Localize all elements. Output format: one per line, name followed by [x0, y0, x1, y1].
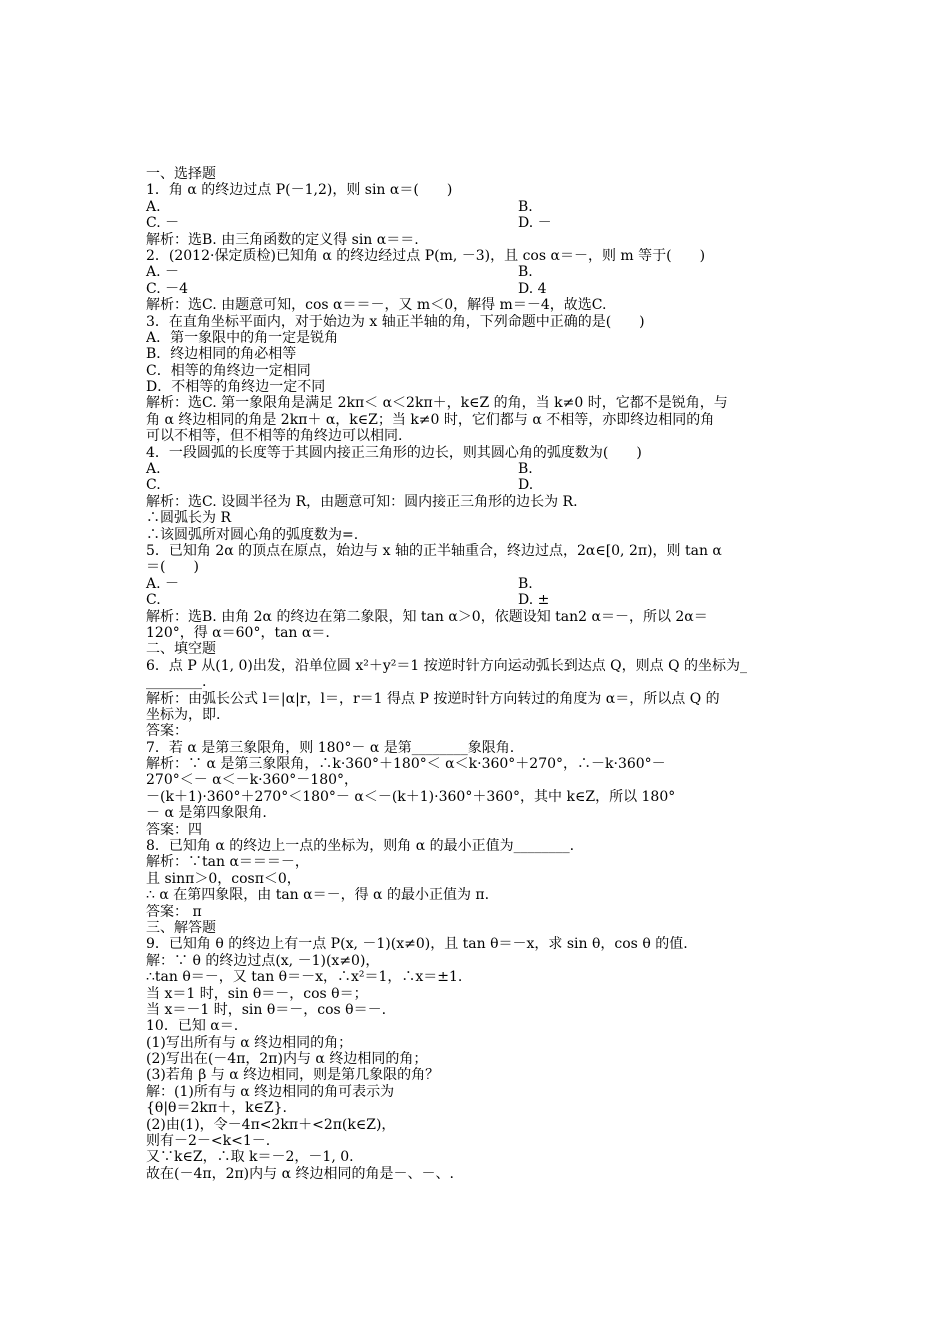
text-line: 7．若 α 是第三象限角，则 180°－ α 是第________象限角.: [146, 739, 515, 756]
option-right: D. 4: [518, 280, 547, 297]
document-body: [146, 166, 818, 1182]
text-line: C．相等的角终边一定相同: [146, 362, 311, 379]
text-line: 2．(2012·保定质检)已知角 α 的终边经过点 P(m, －3)，且 cos α＝－，则 m 等于( ): [146, 247, 706, 264]
text-line: 当 x＝1 时，sin θ＝－，cos θ＝；: [146, 985, 368, 1002]
option-left: A. －: [146, 575, 180, 592]
option-left: C. －: [146, 215, 180, 232]
text-line: ∴ α 在第四象限，由 tan α＝－，得 α 的最小正值为 π.: [146, 887, 490, 904]
text-line: ∴圆弧长为 R: [146, 510, 231, 527]
option-left: A. －: [146, 264, 180, 281]
text-line: ∴该圆弧所对圆心角的弧度数为=.: [146, 526, 359, 543]
text-line: 8．已知角 α 的终边上一点的坐标为，则角 α 的最小正值为________.: [146, 838, 575, 855]
text-line: (1)写出所有与 α 终边相同的角；: [146, 1034, 353, 1051]
option-row: [146, 477, 818, 493]
text-line: 坐标为，即.: [146, 706, 221, 723]
text-line: 120°，得 α＝60°，tan α＝.: [146, 624, 330, 641]
option-left: A.: [146, 198, 161, 215]
text-line: 5．已知角 2α 的顶点在原点，始边与 x 轴的正半轴重合，终边过点，2α∈[0, 2π)，则 tan α: [146, 542, 722, 559]
option-right: B.: [518, 575, 533, 592]
text-line: 故在(－4π，2π)内与 α 终边相同的角是－、－、.: [146, 1165, 454, 1182]
text-line: D．不相等的角终边一定不同: [146, 379, 326, 396]
text-line: ＝( ): [146, 559, 199, 576]
text-line: 三、解答题: [146, 919, 216, 936]
option-row: [146, 461, 818, 477]
text-line: 解析：选C. 设圆半径为 R，由题意可知：圆内接正三角形的边长为 R.: [146, 493, 578, 510]
text-line: －(k＋1)·360°＋270°＜180°－ α＜－(k＋1)·360°＋360°，其中 k∈Z，所以 180°: [146, 788, 676, 805]
option-left: C.: [146, 477, 161, 494]
text-line: 一、选择题: [146, 166, 216, 182]
text-line: 又∵k∈Z，∴取 k＝－2，－1, 0.: [146, 1149, 354, 1166]
text-line: B．终边相同的角必相等: [146, 346, 297, 363]
text-line: 解析：∵ α 是第三象限角，∴k·360°＋180°＜ α＜k·360°＋270°，∴－k·360°－: [146, 756, 666, 773]
option-row: [146, 576, 818, 592]
text-line: 当 x＝－1 时，sin θ＝－，cos θ＝－.: [146, 1001, 387, 1018]
text-line: ∴tan θ＝－，又 tan θ＝－x，∴x²＝1，∴x＝±1.: [146, 969, 463, 986]
option-right: D.: [518, 477, 534, 494]
option-row: [146, 199, 818, 215]
option-left: C. －4: [146, 280, 189, 297]
option-row: [146, 281, 818, 297]
option-row: [146, 264, 818, 280]
option-left: C.: [146, 592, 161, 609]
option-row: [146, 592, 818, 608]
text-line: 解析：选B. 由角 2α 的终边在第二象限，知 tan α＞0，依题设知 tan2 α＝－，所以 2α＝: [146, 608, 708, 625]
option-row: [146, 215, 818, 231]
text-line: 则有－2－<k<1－.: [146, 1133, 271, 1150]
text-line: 解析：选C. 由题意可知，cos α＝＝－，又 m＜0，解得 m＝－4，故选C.: [146, 297, 607, 314]
option-right: D. ±: [518, 592, 550, 609]
text-line: 9．已知角 θ 的终边上有一点 P(x, －1)(x≠0)，且 tan θ＝－x，求 sin θ，cos θ 的值.: [146, 936, 688, 953]
text-line: A．第一象限中的角一定是锐角: [146, 329, 339, 346]
text-line: － α 是第四象限角.: [146, 805, 267, 822]
text-line: 解析：由弧长公式 l＝|α|r，l＝，r＝1 得点 P 按逆时针方向转过的角度为 α＝，所以点 Q 的: [146, 690, 720, 707]
text-line: (2)由(1)，令－4π<2kπ＋<2π(k∈Z)，: [146, 1116, 396, 1133]
option-right: B.: [518, 264, 533, 281]
option-right: D. －: [518, 215, 552, 232]
text-line: 6．点 P 从(1, 0)出发，沿单位圆 x²＋y²＝1 按逆时针方向运动弧长到达点 Q，则点 Q 的坐标为_: [146, 657, 748, 674]
text-line: (3)若角 β 与 α 终边相同，则是第几象限的角？: [146, 1067, 440, 1084]
text-line: 解析：选C. 第一象限角是满足 2kπ＜ α＜2kπ＋，k∈Z 的角，当 k≠0 时，它都不是锐角，与: [146, 395, 728, 412]
option-left: A.: [146, 461, 161, 478]
text-line: 解：(1)所有与 α 终边相同的角可表示为: [146, 1083, 395, 1100]
text-line: 答案： π: [146, 903, 202, 920]
text-line: 解：∵ θ 的终边过点(x, －1)(x≠0)，: [146, 952, 380, 969]
text-line: (2)写出在(－4π，2π)内与 α 终边相同的角；: [146, 1051, 428, 1068]
text-line: ________.: [146, 674, 207, 691]
text-line: {θ|θ＝2kπ＋，k∈Z}.: [146, 1100, 288, 1117]
text-line: 4．一段圆弧的长度等于其圆内接正三角形的边长，则其圆心角的弧度数为( ): [146, 444, 642, 461]
text-line: 且 sinπ＞0，cosπ＜0，: [146, 870, 301, 887]
text-line: 解析：∵tan α＝＝＝－，: [146, 854, 309, 871]
text-line: 1．角 α 的终边过点 P(－1,2)，则 sin α＝( ): [146, 182, 453, 199]
text-line: 二、填空题: [146, 641, 216, 658]
text-line: 3．在直角坐标平面内，对于始边为 x 轴正半轴的角，下列命题中正确的是( ): [146, 313, 645, 330]
text-line: 10．已知 α＝.: [146, 1018, 239, 1035]
text-line: 270°＜－ α＜－k·360°－180°，: [146, 772, 359, 789]
text-line: 答案：: [146, 723, 188, 740]
text-line: 可以不相等，但不相等的角终边可以相同.: [146, 428, 403, 445]
option-right: B.: [518, 461, 533, 478]
text-line: 角 α 终边相同的角是 2kπ＋ α，k∈Z；当 k≠0 时，它们都与 α 不相等，亦即终边相同的角: [146, 411, 715, 428]
option-right: B.: [518, 198, 533, 215]
text-line: 答案：四: [146, 821, 202, 838]
text-line: 解析：选B. 由三角函数的定义得 sin α＝＝.: [146, 231, 419, 248]
